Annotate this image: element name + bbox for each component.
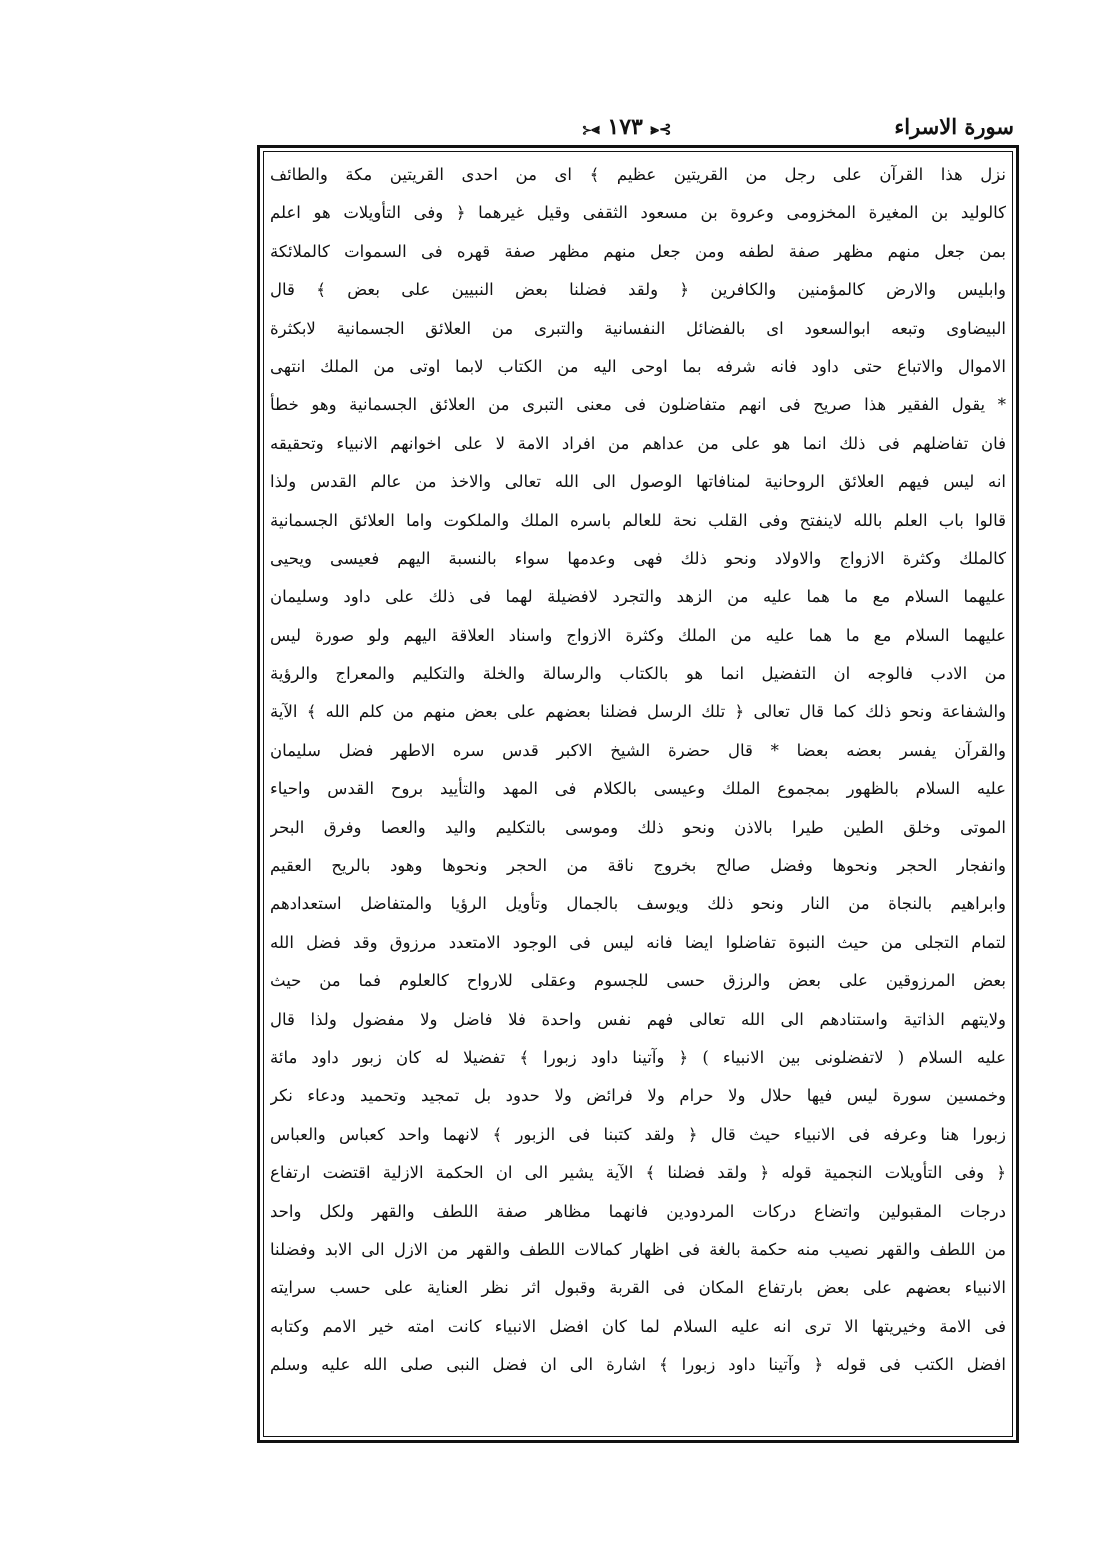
text-line: وانفجار الحجر ونحوها وفضل صالح بخروج ناقة من الحجر ونحوها وهود بالريح العقيم xyxy=(270,856,1006,876)
text-line: زبورا هنا وعرفه فى الانبياء حيث قال ﴿ ولقد كتبنا فى الزبور ﴾ لانهما واحد كعباس والعباس xyxy=(270,1124,1006,1144)
text-line: نزل هذا القرآن على رجل من القريتين عظيم ﴾ اى من احدى القريتين مكة والطائف xyxy=(270,165,1006,184)
text-line: وابراهيم بالنجاة من النار ونحو ذلك ويوسف بالجمال وتأويل الرؤيا والمتفاضل استعدادهم xyxy=(270,894,1006,914)
text-line: عليه السلام ( لاتفضلونى بين الانبياء ) ﴿ وآتينا داود زبورا ﴾ تفضيلا له كان زبور داود مائة xyxy=(270,1047,1006,1067)
text-body xyxy=(270,156,1006,1428)
text-line: من الادب فالوجه ان التفضيل انما هو بالكتاب والرسالة والخلة والتكليم والمعراج والرؤية xyxy=(270,664,1006,684)
text-line: ولايتهم الذاتية واستنادهم الى الله تعالى فهم نفس واحدة فلا فاضل ولا مفضول ولذا قال xyxy=(270,1009,1006,1029)
text-line: البيضاوى وتبعه ابوالسعود اى بالفضائل النفسانية والتبرى من العلائق الجسمانية لابكثرة xyxy=(270,318,1006,338)
text-line: فان تفاضلهم فى ذلك انما هو على من عداهم من افراد الامة لا على اخوانهم الانبياء وتحقيقه xyxy=(270,433,1006,453)
text-line: وابليس والارض كالمؤمنين والكافرين ﴿ ولقد فضلنا بعض النبيين على بعض ﴾ قال xyxy=(270,280,1006,300)
text-line: من اللطف والقهر نصيب منه حكمة بالغة فى اظهار كمالات اللطف والقهر من الازل الى الابد وفضلنا xyxy=(270,1239,1006,1259)
text-line: الموتى وخلق الطين طيرا بالاذن ونحو ذلك وموسى بالتكليم واليد والعصا وفرق البحر xyxy=(270,817,1006,837)
text-line: عليهما السلام مع ما هما عليه من الملك وكثرة الازواج واسناد العلاقة اليهم ولو صورة ليس xyxy=(270,625,1006,645)
text-line: انه ليس فيهم العلائق الروحانية لمنافاتها الوصول الى الله تعالى والاخذ من عالم القدس ولذا xyxy=(270,472,1006,492)
text-line: افضل الكتب فى قوله ﴿ وآتينا داود زبورا ﴾ اشارة الى ان فضل النبى صلى الله عليه وسلم xyxy=(270,1355,1006,1375)
text-line: والقرآن يفسر بعضه بعضا * قال حضرة الشيخ الاكبر قدس سره الاطهر فضل سليمان xyxy=(270,740,1006,760)
text-line: والشفاعة ونحو ذلك كما قال تعالى ﴿ تلك الرسل فضلنا بعضهم على بعض منهم من كلم الله ﴾ الآية xyxy=(270,702,1006,722)
surah-title: سورة الاسراء xyxy=(894,114,1014,139)
text-line: بعض المرزوقين على بعض والرزق حسى للجسوم وعقلى للارواح كالعلوم فما من حيث xyxy=(270,971,1006,991)
text-line: ﴿ وفى التأويلات النجمية قوله ﴿ ولقد فضلنا ﴾ الآية يشير الى ان الحكمة الازلية اقتضت ارتفاع xyxy=(270,1163,1006,1183)
text-line: كالوليد بن المغيرة المخزومى وعروة بن مسعود الثقفى وقيل غيرهما ﴿ وفى التأويلات هو اعلم xyxy=(270,203,1006,223)
text-line: الانبياء بعضهم على بعض بارتفاع المكان فى القربة وقبول اثر نظر العناية على حسب سرايته xyxy=(270,1278,1006,1298)
text-line: الاموال والاتباع حتى داود فانه شرفه بما اوحى اليه من الكتاب لابما اوتى من الملك انتهى xyxy=(270,356,1006,376)
page-number-block xyxy=(547,112,707,144)
text-line: لتمام التجلى من حيث النبوة تفاضلوا ايضا فانه ليس فى الوجود الامتعدد مرزوق وقد فضل الله xyxy=(270,932,1006,952)
text-line: وخمسين سورة ليس فيها حلال ولا حرام ولا فرائض ولا حدود بل تمجيد وتحميد ودعاء نكر xyxy=(270,1086,1006,1106)
text-line: عليهما السلام مع ما هما عليه من الزهد والتجرد لافضيلة لهما فى ذلك على داود وسليمان xyxy=(270,587,1006,607)
ornament-icon: ⊱⫷ xyxy=(650,120,672,138)
text-line: درجات المقبولين واتضاع دركات المردودين فانهما مظاهر صفة اللطف والقهر ولكل واحد xyxy=(270,1201,1006,1221)
text-line: * يقول الفقير هذا صريح فى انهم متفاضلون فى معنى التبرى من العلائق الجسمانية وهو خطأ xyxy=(270,395,1006,415)
page-number: ١٧٣ xyxy=(607,114,643,140)
text-line: كالملك وكثرة الازواج والاولاد ونحو ذلك فهى وعدمها سواء بالنسبة اليهم فعيسى ويحيى xyxy=(270,548,1006,568)
text-line: قالوا باب العلم بالله لاينفتح وفى القلب نحة للعالم باسره الملك والملكوت واما العلائق الجسمانية xyxy=(270,510,1006,530)
text-line: عليه السلام بالظهور بمجموع الملك وعيسى بالكلام فى المهد والتأييد بروح القدس واحياء xyxy=(270,779,1006,799)
text-line: بمن جعل منهم مظهر صفة لطفه ومن جعل منهم مظهر صفة قهره فى السموات كالملائكة xyxy=(270,241,1006,261)
text-line: فى الامة وخيريتها الا ترى انه عليه السلام لما كان افضل الانبياء كانت امته خير الامم وكتابه xyxy=(270,1316,1006,1336)
ornament-icon: ⫸⊰ xyxy=(582,120,600,138)
page-header xyxy=(262,112,1014,146)
